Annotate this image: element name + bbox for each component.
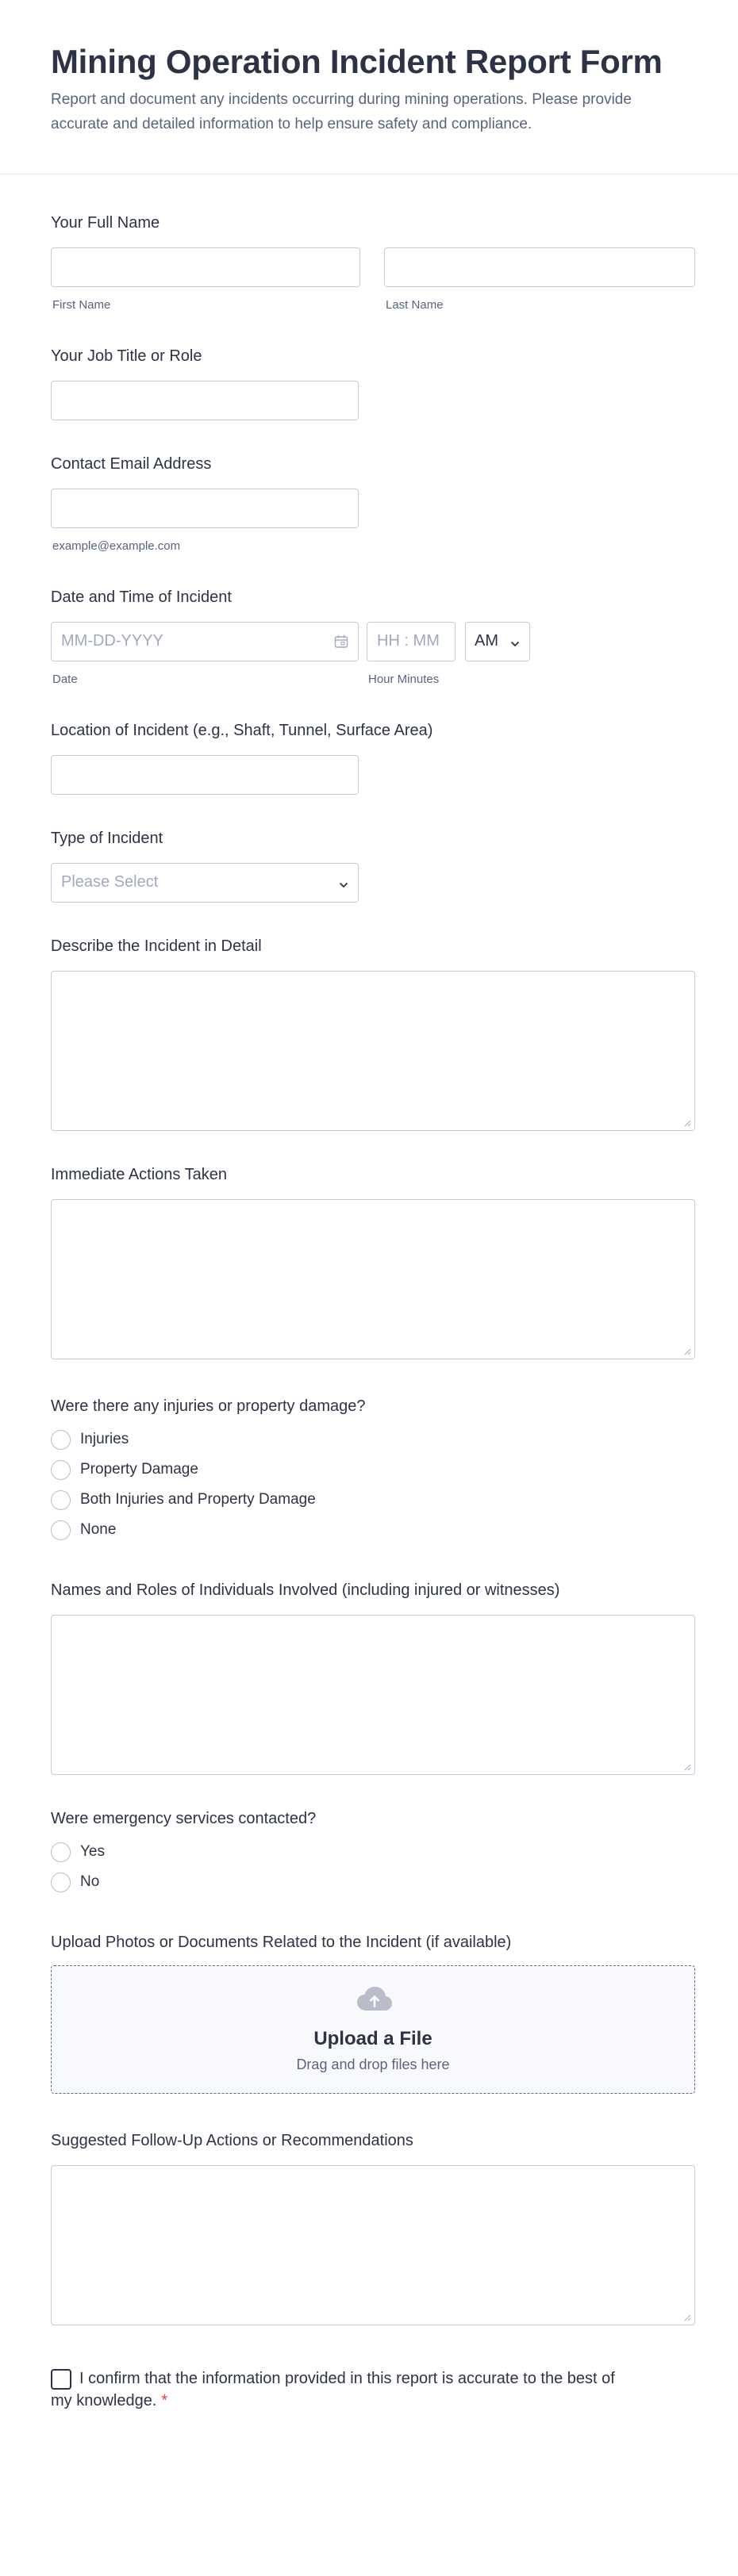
page-title: Mining Operation Incident Report Form (51, 43, 663, 80)
consent-field (51, 2367, 695, 2415)
radio-button[interactable] (51, 1430, 71, 1450)
time-input[interactable] (367, 622, 455, 661)
time-sublabel: Hour Minutes (368, 673, 440, 686)
ampm-select[interactable] (465, 622, 530, 661)
radio-button[interactable] (51, 1490, 71, 1510)
upload-subtitle: Drag and drop files here (296, 2057, 450, 2072)
date-input[interactable] (51, 622, 359, 661)
job-title-field (51, 346, 695, 425)
file-upload-dropzone[interactable] (51, 1965, 695, 2094)
form-header (0, 0, 738, 174)
actions-textarea[interactable] (51, 1199, 695, 1359)
followup-label: Suggested Follow-Up Actions or Recommendations (51, 2132, 413, 2149)
radio-option-yes[interactable] (51, 1840, 105, 1864)
time-placeholder: HH : MM (377, 632, 440, 650)
consent-text: I confirm that the information provided in this report is accurate to the best of my knowledge. (51, 2370, 615, 2409)
resize-handle-icon[interactable] (683, 2313, 691, 2321)
actions-label: Immediate Actions Taken (51, 1166, 227, 1183)
required-mark: * (161, 2392, 168, 2409)
individuals-label: Names and Roles of Individuals Involved (including injured or witnesses) (51, 1581, 560, 1599)
radio-option-no[interactable] (51, 1870, 99, 1894)
damage-label: Were there any injuries or property damage? (51, 1397, 366, 1415)
date-sublabel: Date (52, 673, 78, 686)
first-name-sublabel: First Name (52, 298, 111, 312)
resize-handle-icon[interactable] (683, 1347, 691, 1355)
email-label: Contact Email Address (51, 455, 212, 473)
resize-handle-icon[interactable] (683, 1119, 691, 1127)
radio-label: Both Injuries and Property Damage (80, 1491, 316, 1508)
followup-field (51, 2130, 695, 2329)
individuals-field (51, 1580, 695, 1778)
location-field (51, 720, 695, 799)
email-field (51, 454, 695, 557)
consent-checkbox[interactable] (51, 2369, 71, 2390)
location-input[interactable] (51, 755, 359, 795)
full-name-field (51, 213, 695, 316)
incident-type-select[interactable] (51, 863, 359, 903)
radio-label: None (80, 1521, 117, 1538)
description-textarea[interactable] (51, 971, 695, 1131)
radio-option-injuries[interactable] (51, 1428, 129, 1451)
email-input[interactable] (51, 489, 359, 528)
full-name-label: Your Full Name (51, 214, 160, 232)
actions-field (51, 1164, 695, 1363)
radio-button[interactable] (51, 1460, 71, 1480)
individuals-textarea[interactable] (51, 1615, 695, 1775)
chevron-down-icon (510, 637, 520, 651)
incident-type-field (51, 828, 695, 907)
radio-button[interactable] (51, 1520, 71, 1540)
upload-title: Upload a File (313, 2028, 432, 2049)
upload-label: Upload Photos or Documents Related to the Incident (if available) (51, 1934, 512, 1951)
calendar-icon[interactable] (334, 634, 348, 653)
emergency-label: Were emergency services contacted? (51, 1810, 317, 1827)
location-label: Location of Incident (e.g., Shaft, Tunnel, Surface Area) (51, 722, 433, 739)
followup-textarea[interactable] (51, 2165, 695, 2325)
incident-type-placeholder: Please Select (61, 873, 159, 891)
description-field (51, 936, 695, 1134)
radio-label: Property Damage (80, 1461, 198, 1478)
radio-option-none[interactable] (51, 1518, 116, 1542)
radio-option-both[interactable] (51, 1488, 316, 1512)
last-name-sublabel: Last Name (386, 298, 444, 312)
radio-button[interactable] (51, 1842, 71, 1862)
consent-label (51, 2367, 622, 2412)
first-name-input[interactable] (51, 247, 360, 287)
upload-field (51, 1932, 695, 2100)
datetime-label: Date and Time of Incident (51, 588, 232, 606)
chevron-down-icon (339, 878, 348, 892)
datetime-field (51, 587, 695, 690)
job-title-label: Your Job Title or Role (51, 347, 202, 365)
email-sublabel: example@example.com (52, 539, 181, 553)
job-title-input[interactable] (51, 381, 359, 420)
ampm-value: AM (475, 632, 498, 650)
radio-label: No (80, 1873, 100, 1890)
description-label: Describe the Incident in Detail (51, 937, 262, 955)
date-placeholder: MM-DD-YYYY (61, 632, 163, 650)
cloud-upload-icon (356, 1985, 394, 2018)
resize-handle-icon[interactable] (683, 1763, 691, 1771)
form-description: Report and document any incidents occurring during mining operations. Please provide accurate and detailed information to help ensure safety and compliance. (51, 91, 632, 132)
radio-option-property-damage[interactable] (51, 1458, 198, 1482)
emergency-field (51, 1808, 695, 1903)
incident-type-label: Type of Incident (51, 830, 163, 847)
last-name-input[interactable] (384, 247, 695, 287)
damage-field (51, 1396, 695, 1547)
radio-button[interactable] (51, 1873, 71, 1892)
radio-label: Yes (80, 1843, 105, 1860)
radio-label: Injuries (80, 1431, 129, 1447)
